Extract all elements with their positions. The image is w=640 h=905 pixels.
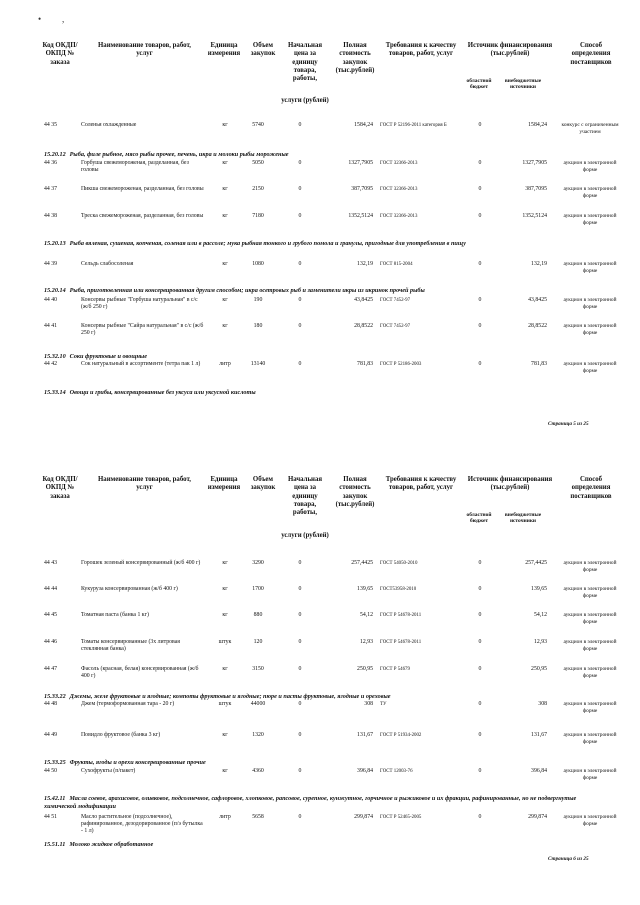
- row-volume: 3150: [252, 666, 264, 672]
- row-total: 1584,24: [354, 122, 373, 128]
- row-price: 0: [298, 701, 302, 707]
- row-unit: кг: [222, 213, 228, 219]
- section-heading: [44, 353, 604, 361]
- header-extra: внебюджетные источники: [504, 78, 542, 91]
- row-method: аукцион в электронной форме: [563, 586, 617, 599]
- header-extra: внебюджетные источники: [504, 512, 542, 525]
- row-code: 44 41: [44, 323, 58, 329]
- row-method: аукцион в электронной форме: [563, 560, 617, 573]
- row-price: 0: [298, 323, 302, 329]
- row-regional: 0: [478, 186, 482, 192]
- header-unit-price: Начальная цена за единицу товара, работы,: [287, 42, 323, 83]
- row-extra: 387,7095: [525, 186, 547, 192]
- row-code: 44 44: [44, 586, 58, 592]
- header-requirements: Требования к качеству товаров, работ, услуг: [385, 476, 457, 492]
- row-code: 44 35: [44, 122, 58, 128]
- row-extra: 139,65: [531, 586, 547, 592]
- row-price: 0: [298, 361, 302, 367]
- row-unit: штук: [218, 639, 232, 645]
- section-text: Соки фруктовые и овощные: [69, 353, 147, 360]
- page-footer: Страница 6 из 25: [548, 856, 589, 862]
- row-regional: 0: [478, 122, 482, 128]
- section-text: Рыба, приготовленная или консервированная другим способом; икра осетровых рыб и заменители икры из икринок прочей рыбы: [69, 287, 425, 294]
- row-regional: 0: [478, 586, 482, 592]
- row-unit: кг: [222, 666, 228, 672]
- header-total: Полная стоимость закупок (тыс.рублей): [335, 476, 375, 508]
- row-name: Сельдь слабосоленая: [81, 261, 134, 267]
- row-total: 43,8425: [354, 297, 373, 303]
- row-total: 12,93: [359, 639, 373, 645]
- scan-mark: ,: [62, 14, 65, 24]
- row-method: аукцион в электронной форме: [563, 639, 617, 652]
- section-heading: [44, 841, 604, 849]
- row-volume: 3290: [252, 560, 264, 566]
- row-name: Томатная паста (банка 1 кг): [81, 612, 149, 618]
- row-volume: 5740: [252, 122, 264, 128]
- row-volume: 120: [253, 639, 263, 645]
- row-total: 1327,7905: [348, 160, 373, 166]
- header-source: Источник финансирования (тыс.рублей): [467, 42, 553, 58]
- row-code: 44 46: [44, 639, 58, 645]
- row-code: 44 37: [44, 186, 58, 192]
- header-requirements: Требования к качеству товаров, работ, услуг: [385, 42, 457, 58]
- header-method: Способ определения поставщиков: [570, 42, 612, 66]
- row-requirements: ГОСТ Р 52465-2005: [380, 815, 422, 820]
- row-volume: 1080: [252, 261, 264, 267]
- row-volume: 180: [253, 323, 263, 329]
- row-regional: 0: [478, 701, 482, 707]
- section-text: Рыба вяленая, сушеная, копченая, соленая или в рассоле; мука рыбная тонкого и грубого помола и гранулы, пригодные для употребления в пищу: [69, 240, 466, 247]
- row-regional: 0: [478, 261, 482, 267]
- row-name: Горошек зеленый консервированный (ж/б 400 г): [81, 560, 201, 566]
- row-name: Томаты консервированные (3х литровая стеклянная банка): [81, 639, 180, 653]
- header-name: Наименование товаров, работ, услуг: [98, 476, 191, 492]
- header-code: Код ОКДП/ ОКПД № заказа: [42, 42, 78, 66]
- section-code: 15.33.14: [44, 389, 66, 396]
- row-unit: кг: [222, 768, 228, 774]
- row-unit: кг: [222, 297, 228, 303]
- row-requirements: ГОСТ Р 52186-2003: [380, 362, 422, 367]
- document-page-5: [0, 0, 640, 440]
- row-price: 0: [298, 122, 302, 128]
- row-method: аукцион в электронной форме: [563, 361, 617, 374]
- row-requirements: ГОСТ 32366-2013: [380, 161, 418, 166]
- row-method: аукцион в электронной форме: [563, 666, 617, 679]
- section-code: 15.33.22: [44, 693, 66, 700]
- row-code: 44 38: [44, 213, 58, 219]
- row-requirements: ГОСТ 7452-97: [380, 324, 411, 329]
- row-unit: кг: [222, 122, 228, 128]
- document-page-6: [0, 440, 640, 905]
- section-code: 15.32.10: [44, 353, 66, 360]
- row-name: Консервы рыбные "Сайра натуральная" в с/с (ж/б 250 г): [81, 323, 204, 337]
- header-code: Код ОКДП/ ОКПД № заказа: [42, 476, 78, 500]
- row-requirements: ГОСТ 32366-2013: [380, 214, 418, 219]
- section-text: Масла соевое, арахисовое, оливковое, подсолнечное, сафлоровое, хлопковое, рапсовое, сурепное, кунжутное, горчичное и рыжиковое и их фракции, рафинированные, но не подвергнутые химической модификации: [44, 795, 577, 810]
- row-regional: 0: [478, 666, 482, 672]
- row-regional: 0: [478, 768, 482, 774]
- section-code: 15.20.13: [44, 240, 66, 247]
- row-extra: 28,8522: [528, 323, 547, 329]
- row-total: 308: [364, 701, 373, 707]
- row-unit: штук: [218, 701, 232, 707]
- row-volume: 1700: [252, 586, 264, 592]
- header-regional: областной бюджет: [466, 78, 492, 91]
- row-requirements: ГОСТ 54050-2010: [380, 561, 418, 566]
- row-requirements: ГОСТ 7452-97: [380, 298, 411, 303]
- row-code: 44 50: [44, 768, 58, 774]
- row-code: 44 39: [44, 261, 58, 267]
- row-requirements: ТУ: [380, 702, 387, 707]
- row-total: 257,4425: [351, 560, 373, 566]
- row-extra: 1352,5124: [522, 213, 547, 219]
- section-heading: [44, 151, 604, 159]
- row-name: Сухофрукты (п/пакет): [81, 768, 136, 774]
- row-code: 44 40: [44, 297, 58, 303]
- section-text: Овощи и грибы, консервированные без уксуса или уксусной кислоты: [69, 389, 256, 396]
- row-requirements: ГОСТ Р 54678-2011: [380, 613, 422, 618]
- row-regional: 0: [478, 639, 482, 645]
- row-total: 781,83: [357, 361, 373, 367]
- row-price: 0: [298, 261, 302, 267]
- row-regional: 0: [478, 297, 482, 303]
- header-total: Полная стоимость закупок (тыс.рублей): [335, 42, 375, 74]
- section-heading: [44, 389, 604, 397]
- row-name: Консервы рыбные "Горбуша натуральная" в с/с (ж/б 250 г): [81, 297, 198, 311]
- row-requirements: ГОСТ 32366-2013: [380, 187, 418, 192]
- row-regional: 0: [478, 612, 482, 618]
- row-name: Фасоль (красная, белая) консервированная (ж/б 400 г): [81, 666, 199, 680]
- row-method: аукцион в электронной форме: [563, 701, 617, 714]
- row-extra: 250,95: [531, 666, 547, 672]
- row-regional: 0: [478, 560, 482, 566]
- row-method: аукцион в электронной форме: [563, 186, 617, 199]
- row-total: 139,65: [357, 586, 373, 592]
- row-extra: 781,83: [531, 361, 547, 367]
- row-extra: 1584,24: [528, 122, 547, 128]
- row-unit: кг: [222, 186, 228, 192]
- page-footer: Страница 5 из 25: [548, 421, 589, 427]
- row-unit: кг: [222, 261, 228, 267]
- row-method: аукцион в электронной форме: [563, 160, 617, 173]
- row-price: 0: [298, 560, 302, 566]
- row-volume: 1320: [252, 732, 264, 738]
- row-extra: 299,874: [528, 814, 547, 820]
- row-extra: 131,67: [531, 732, 547, 738]
- row-code: 44 51: [44, 814, 58, 820]
- section-text: Рыба, филе рыбное, мясо рыбы прочее, печень, икра и молоки рыбы мороженые: [69, 151, 289, 158]
- row-price: 0: [298, 213, 302, 219]
- row-price: 0: [298, 186, 302, 192]
- row-price: 0: [298, 768, 302, 774]
- row-name: Кукуруза консервированная (ж/б 400 г): [81, 586, 178, 592]
- row-total: 131,67: [357, 732, 373, 738]
- row-requirements: ГОСТ 12003-76: [380, 769, 413, 774]
- row-requirements: ГОСТ Р 52196-2011 категория Б: [380, 123, 447, 128]
- row-extra: 54,12: [533, 612, 547, 618]
- row-volume: 880: [253, 612, 263, 618]
- section-heading: [44, 795, 604, 811]
- section-code: 15.20.14: [44, 287, 66, 294]
- row-name: Повидло фруктовое (банка 3 кг): [81, 732, 161, 738]
- header-unit-price: Начальная цена за единицу товара, работы,: [287, 476, 323, 517]
- row-regional: 0: [478, 814, 482, 820]
- row-regional: 0: [478, 213, 482, 219]
- row-price: 0: [298, 160, 302, 166]
- row-price: 0: [298, 297, 302, 303]
- section-heading: [44, 759, 604, 767]
- header-volume: Объем закупок: [250, 42, 276, 58]
- row-extra: 308: [538, 701, 547, 707]
- row-name: Сок натуральный в ассортименте (тетра пак 1 л): [81, 361, 201, 367]
- row-requirements: ГОСТ 815-2004: [380, 262, 413, 267]
- row-volume: 190: [253, 297, 263, 303]
- row-volume: 5050: [252, 160, 264, 166]
- header-unit: Единица измерения: [207, 476, 241, 492]
- row-code: 44 43: [44, 560, 58, 566]
- header-method: Способ определения поставщиков: [570, 476, 612, 500]
- row-volume: 44000: [250, 701, 266, 707]
- row-extra: 12,93: [533, 639, 547, 645]
- section-code: 15.42.11: [44, 795, 66, 802]
- row-extra: 1327,7905: [522, 160, 547, 166]
- row-regional: 0: [478, 160, 482, 166]
- row-method: аукцион в электронной форме: [563, 732, 617, 745]
- row-volume: 13140: [250, 361, 266, 367]
- row-total: 54,12: [359, 612, 373, 618]
- row-code: 44 47: [44, 666, 58, 672]
- row-volume: 5658: [252, 814, 264, 820]
- row-unit: кг: [222, 586, 228, 592]
- row-name: Джем (термоформованная тара - 20 г): [81, 701, 175, 707]
- row-unit: литр: [219, 361, 231, 367]
- row-requirements: ГОСТ Р 51934-2002: [380, 733, 422, 738]
- section-text: Молоко жидкое обработанное: [69, 841, 154, 848]
- row-code: 44 42: [44, 361, 58, 367]
- row-price: 0: [298, 666, 302, 672]
- row-method: аукцион в электронной форме: [563, 261, 617, 274]
- row-unit: кг: [222, 560, 228, 566]
- row-code: 44 36: [44, 160, 58, 166]
- row-extra: 43,8425: [528, 297, 547, 303]
- header-unit-price-services: услуги (рублей): [281, 97, 329, 104]
- row-price: 0: [298, 612, 302, 618]
- row-volume: 4360: [252, 768, 264, 774]
- row-unit: кг: [222, 732, 228, 738]
- row-method: аукцион в электронной форме: [563, 814, 617, 827]
- row-method: аукцион в электронной форме: [563, 612, 617, 625]
- row-price: 0: [298, 732, 302, 738]
- header-regional: областной бюджет: [466, 512, 492, 525]
- row-name: Масло растительное (подсолнечное), рафинированное, дезодорированное (п/э бутылка - 1 л): [81, 814, 203, 835]
- row-code: 44 49: [44, 732, 58, 738]
- row-volume: 2150: [252, 186, 264, 192]
- section-text: Джемы, желе фруктовые и ягодные; компоты фруктовые и ягодные; пюре и пасты фруктовые, ягодные и ореховые: [69, 693, 391, 700]
- header-source: Источник финансирования (тыс.рублей): [467, 476, 553, 492]
- row-code: 44 45: [44, 612, 58, 618]
- row-method: конкурс с ограниченным участием: [561, 122, 619, 135]
- row-unit: кг: [222, 160, 228, 166]
- row-total: 396,84: [357, 768, 373, 774]
- row-unit: кг: [222, 323, 228, 329]
- row-method: аукцион в электронной форме: [563, 323, 617, 336]
- section-code: 15.20.12: [44, 151, 66, 158]
- row-total: 387,7095: [351, 186, 373, 192]
- row-total: 28,8522: [354, 323, 373, 329]
- row-regional: 0: [478, 732, 482, 738]
- row-method: аукцион в электронной форме: [563, 213, 617, 226]
- row-total: 132,19: [357, 261, 373, 267]
- row-price: 0: [298, 814, 302, 820]
- row-price: 0: [298, 586, 302, 592]
- row-method: аукцион в электронной форме: [563, 297, 617, 310]
- section-heading: [44, 287, 604, 295]
- row-price: 0: [298, 639, 302, 645]
- row-name: Горбуша свежемороженая, разделанная, без головы: [81, 160, 189, 174]
- row-regional: 0: [478, 323, 482, 329]
- row-regional: 0: [478, 361, 482, 367]
- row-volume: 7180: [252, 213, 264, 219]
- section-code: 15.51.11: [44, 841, 66, 848]
- header-unit: Единица измерения: [207, 42, 241, 58]
- section-code: 15.33.25: [44, 759, 66, 766]
- row-name: Соленья охлажденные: [81, 122, 137, 128]
- row-code: 44 48: [44, 701, 58, 707]
- row-total: 1352,5124: [348, 213, 373, 219]
- row-unit: литр: [219, 814, 231, 820]
- section-heading: [44, 240, 604, 248]
- row-total: 299,874: [354, 814, 373, 820]
- row-requirements: ГОСТ Р 54679: [380, 667, 410, 672]
- scan-mark: •: [38, 14, 42, 24]
- row-name: Пикша свежемороженая, разделанная, без головы: [81, 186, 204, 192]
- row-requirements: ГОСТ Р 54678-2011: [380, 640, 422, 645]
- row-extra: 396,84: [531, 768, 547, 774]
- row-total: 250,95: [357, 666, 373, 672]
- row-method: аукцион в электронной форме: [563, 768, 617, 781]
- header-name: Наименование товаров, работ, услуг: [98, 42, 191, 58]
- header-unit-price-services: услуги (рублей): [281, 532, 329, 539]
- section-heading: [44, 693, 604, 701]
- row-name: Треска свежемороженая, разделанная, без головы: [81, 213, 204, 219]
- section-text: Фрукты, ягоды и орехи консервированные прочие: [69, 759, 206, 766]
- row-extra: 132,19: [531, 261, 547, 267]
- row-requirements: ГОСТ53958-2010: [380, 587, 417, 592]
- row-unit: кг: [222, 612, 228, 618]
- row-extra: 257,4425: [525, 560, 547, 566]
- header-volume: Объем закупок: [250, 476, 276, 492]
